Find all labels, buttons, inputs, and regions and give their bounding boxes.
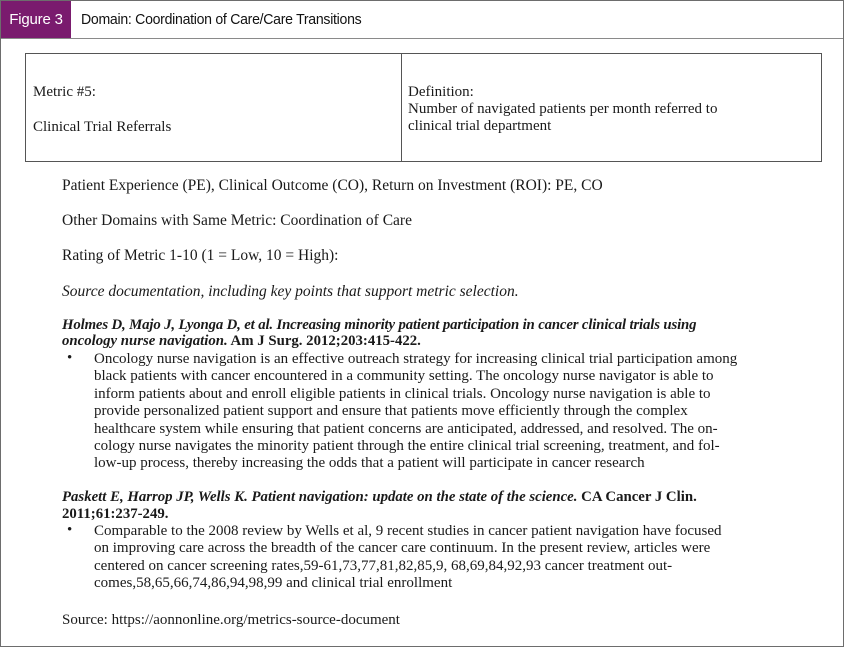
reference-1-citation-title-end: oncology nurse navigation. xyxy=(62,333,228,349)
header-divider xyxy=(1,38,843,39)
reference-1-point-line: healthcare system while ensuring that patient concerns are anticipated, addressed, and resolved. The on- xyxy=(94,420,718,437)
reference-2-citation-journal: CA Cancer J Clin. xyxy=(577,489,697,505)
metric-table xyxy=(25,53,822,162)
reference-2-point-line: comes,58,65,66,74,86,94,98,99 and clinical trial enrollment xyxy=(94,575,453,592)
reference-1-point-line: Oncology nurse navigation is an effective outreach strategy for increasing clinical trial participation among xyxy=(94,351,738,367)
source-doc-heading: Source documentation, including key points that support metric selection. xyxy=(62,283,519,300)
figure-header xyxy=(1,1,843,38)
definition-line-1: Number of navigated patients per month referred to xyxy=(408,101,718,117)
reference-1-point-line: inform patients about and enroll eligible patients in clinical trials. Oncology nurse navigation is able to xyxy=(94,385,711,402)
pe-co-roi-field: Patient Experience (PE), Clinical Outcome (CO), Return on Investment (ROI): PE, CO xyxy=(62,177,603,194)
other-domains-field: Other Domains with Same Metric: Coordination of Care xyxy=(62,212,412,229)
rating-field: Rating of Metric 1-10 (1 = Low, 10 = High): xyxy=(62,247,339,264)
reference-2-bullet: • xyxy=(67,522,73,538)
metric-cell xyxy=(26,54,402,161)
reference-1-citation-line-2 xyxy=(62,333,421,350)
reference-1-point-line: low-up process, thereby increasing the odds that a patient will participate in cancer research xyxy=(94,455,645,472)
definition-label: Definition: xyxy=(408,84,474,100)
reference-1-bullet: • xyxy=(67,350,73,366)
reference-2-point-line: on improving care across the breadth of the cancer care continuum. In the present review, articles were xyxy=(94,540,711,557)
figure-title: Domain: Coordination of Care/Care Transitions xyxy=(81,11,362,28)
reference-2-point-line: Comparable to the 2008 review by Wells et al, 9 recent studies in cancer patient navigation have focused xyxy=(94,523,722,539)
reference-1-point-line: cology nurse navigates the minority patient through the entire clinical trial screening, treatment, and fol- xyxy=(94,438,720,454)
source-line: Source: https://aonnonline.org/metrics-source-document xyxy=(62,612,400,628)
reference-2-citation-title: Paskett E, Harrop JP, Wells K. Patient navigation: update on the state of the science. xyxy=(62,489,578,505)
metric-number: Metric #5: xyxy=(33,84,96,100)
definition-line-2: clinical trial department xyxy=(408,118,552,134)
reference-1-point-line: provide personalized patient support and ensure that patients move efficiently through the complex xyxy=(94,403,688,420)
reference-2-citation-line-1 xyxy=(62,489,697,506)
reference-2-point-line: centered on cancer screening rates,59-61,73,77,81,82,85,9, 68,69,84,92,93 cancer treatment out- xyxy=(94,557,673,574)
reference-1-point-line: black patients with cancer encountered in a community setting. The oncology nurse navigator is able to xyxy=(94,368,714,385)
figure-label: Figure 3 xyxy=(1,1,71,38)
reference-2-citation-line-2: 2011;61:237-249. xyxy=(62,506,169,522)
definition-cell xyxy=(402,54,821,161)
reference-1-citation-journal: Am J Surg. 2012;203:415-422. xyxy=(227,333,421,349)
metric-name: Clinical Trial Referrals xyxy=(33,119,172,135)
reference-1-citation-line-1: Holmes D, Majo J, Lyonga D, et al. Increasing minority patient participation in cancer clinical trials using xyxy=(62,317,697,333)
